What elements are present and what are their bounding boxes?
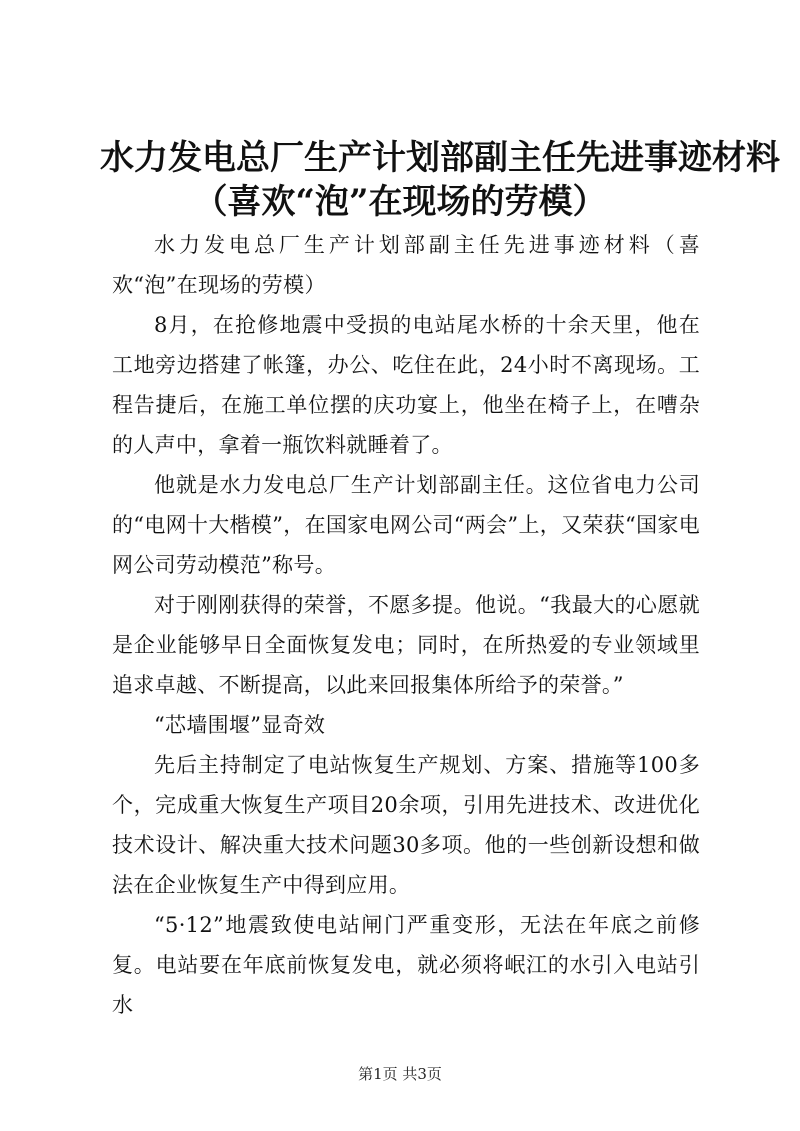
page-footer: 第1页 共3页 [358,1065,442,1083]
document-title [100,136,780,224]
paragraph: 先后主持制定了电站恢复生产规划、方案、措施等100多个，完成重大恢复生产项目20余项，引用先进技术、改进优化技术设计、解决重大技术问题30多项。他的一些创新设想和做法在企业恢复生产中得到应用。 [112,753,700,897]
paragraph: 8月，在抢修地震中受损的电站尾水桥的十余天里，他在工地旁边搭建了帐篷，办公、吃住在此，24小时不离现场。工程告捷后，在施工单位摆的庆功宴上，他坐在椅子上，在嘈杂的人声中，拿着一瓶饮料就睡着了。 [112,313,700,457]
section-heading: “芯墙围堰”显奇效 [154,713,326,737]
title-line-2: （喜欢“泡”在现场的劳模） [193,182,607,222]
title-line-1: 水力发电总厂生产计划部副主任先进事迹材料 [100,138,780,178]
paragraph: 水力发电总厂生产计划部副主任先进事迹材料（喜欢“泡”在现场的劳模） [112,233,700,297]
paragraph: 对于刚刚获得的荣誉，不愿多提。他说。“我最大的心愿就是企业能够早日全面恢复发电；同时，在所热爱的专业领域里追求卓越、不断提高，以此来回报集体所给予的荣誉。” [112,593,700,697]
document-body [112,225,700,1025]
paragraph: 他就是水力发电总厂生产计划部副主任。这位省电力公司的“电网十大楷模”，在国家电网公司“两会”上，又荣获“国家电网公司劳动模范”称号。 [112,473,700,577]
paragraph: “5·12”地震致使电站闸门严重变形，无法在年底之前修复。电站要在年底前恢复发电，就必须将岷江的水引入电站引水 [112,913,700,1017]
